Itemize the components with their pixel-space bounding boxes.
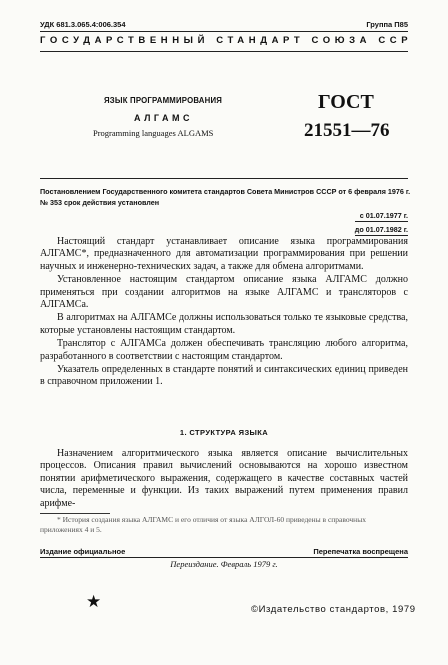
language-title-ru: ЯЗЫК ПРОГРАММИРОВАНИЯ bbox=[104, 96, 223, 105]
paragraph: Транслятор с АЛГАМСа должен обеспечивать трансляцию любого алгоритма, разработанного в соответствии с настоящим стандартом. bbox=[40, 338, 408, 362]
top-rule bbox=[40, 31, 408, 32]
gost-label: ГОСТ bbox=[318, 91, 374, 113]
date-to: до 01.07.1982 г. bbox=[354, 225, 408, 234]
paragraph: Установленное настоящим стандартом описание языка АЛГАМС должно применяться при создании алгоритмов на языке АЛГАМС и трансляторов с АЛГАМСа. bbox=[40, 274, 408, 311]
standard-title: ГОСУДАРСТВЕННЫЙ СТАНДАРТ СОЮЗА ССР bbox=[40, 35, 413, 46]
language-name: АЛГАМС bbox=[134, 113, 193, 123]
footnote-rule bbox=[40, 513, 110, 514]
star-icon: ★ bbox=[86, 592, 102, 611]
header-rule bbox=[40, 51, 408, 52]
reprint-prohibited-label: Перепечатка воспрещена bbox=[313, 547, 408, 556]
paragraph: В алгоритмах на АЛГАМСе должны использоваться только те языковые средства, которые установлены настоящим стандартом. bbox=[40, 312, 408, 336]
paragraph: Настоящий стандарт устанавливает описание языка программирования АЛГАМС*, предназначенного для автоматизации программирования при решении научных и инженерно-технических задач, а также для обмена алгоритмами. bbox=[40, 236, 408, 272]
reissue-note: Переиздание. Февраль 1979 г. bbox=[170, 559, 278, 569]
group-code: Группа П85 bbox=[366, 20, 408, 29]
official-edition-label: Издание официальное bbox=[40, 547, 126, 556]
udk-code: УДК 681.3.065.4:006.354 bbox=[40, 20, 126, 29]
footer-rule bbox=[40, 557, 408, 558]
section-heading: 1. СТРУКТУРА ЯЗЫКА bbox=[179, 428, 269, 437]
date-from: с 01.07.1977 г. bbox=[355, 210, 408, 222]
title-rule bbox=[40, 178, 408, 179]
language-title-en: Programming languages ALGAMS bbox=[93, 128, 214, 138]
footnote bbox=[40, 515, 408, 534]
publisher-copyright: ©Издательство стандартов, 1979 bbox=[251, 604, 416, 615]
section-body bbox=[40, 448, 408, 510]
gost-number: 21551—76 bbox=[304, 120, 390, 141]
footnote-text: * История создания языка АЛГАМС и его отличия от языка АЛГОЛ-60 приведены в справочных приложениях 4 и 5. bbox=[40, 515, 366, 534]
paragraph: Назначением алгоритмического языка является описание вычислительных процессов. Описания правил вычислений основываются на хорошо известном понятии арифметического выражения, содержащего в качестве составных частей числа, переменные и функции. Из таких выражений путем применения правил арифме- bbox=[40, 448, 408, 509]
paragraph: Указатель определенных в стандарте понятий и синтаксических единиц приведен в справочном приложении 1. bbox=[40, 364, 408, 388]
decree-text: Постановлением Государственного комитета стандартов Совета Министров СССР от 6 февраля 1976 г. № 353 срок действия установлен bbox=[40, 187, 411, 207]
body-text bbox=[40, 236, 408, 390]
validity-dates bbox=[355, 210, 408, 238]
